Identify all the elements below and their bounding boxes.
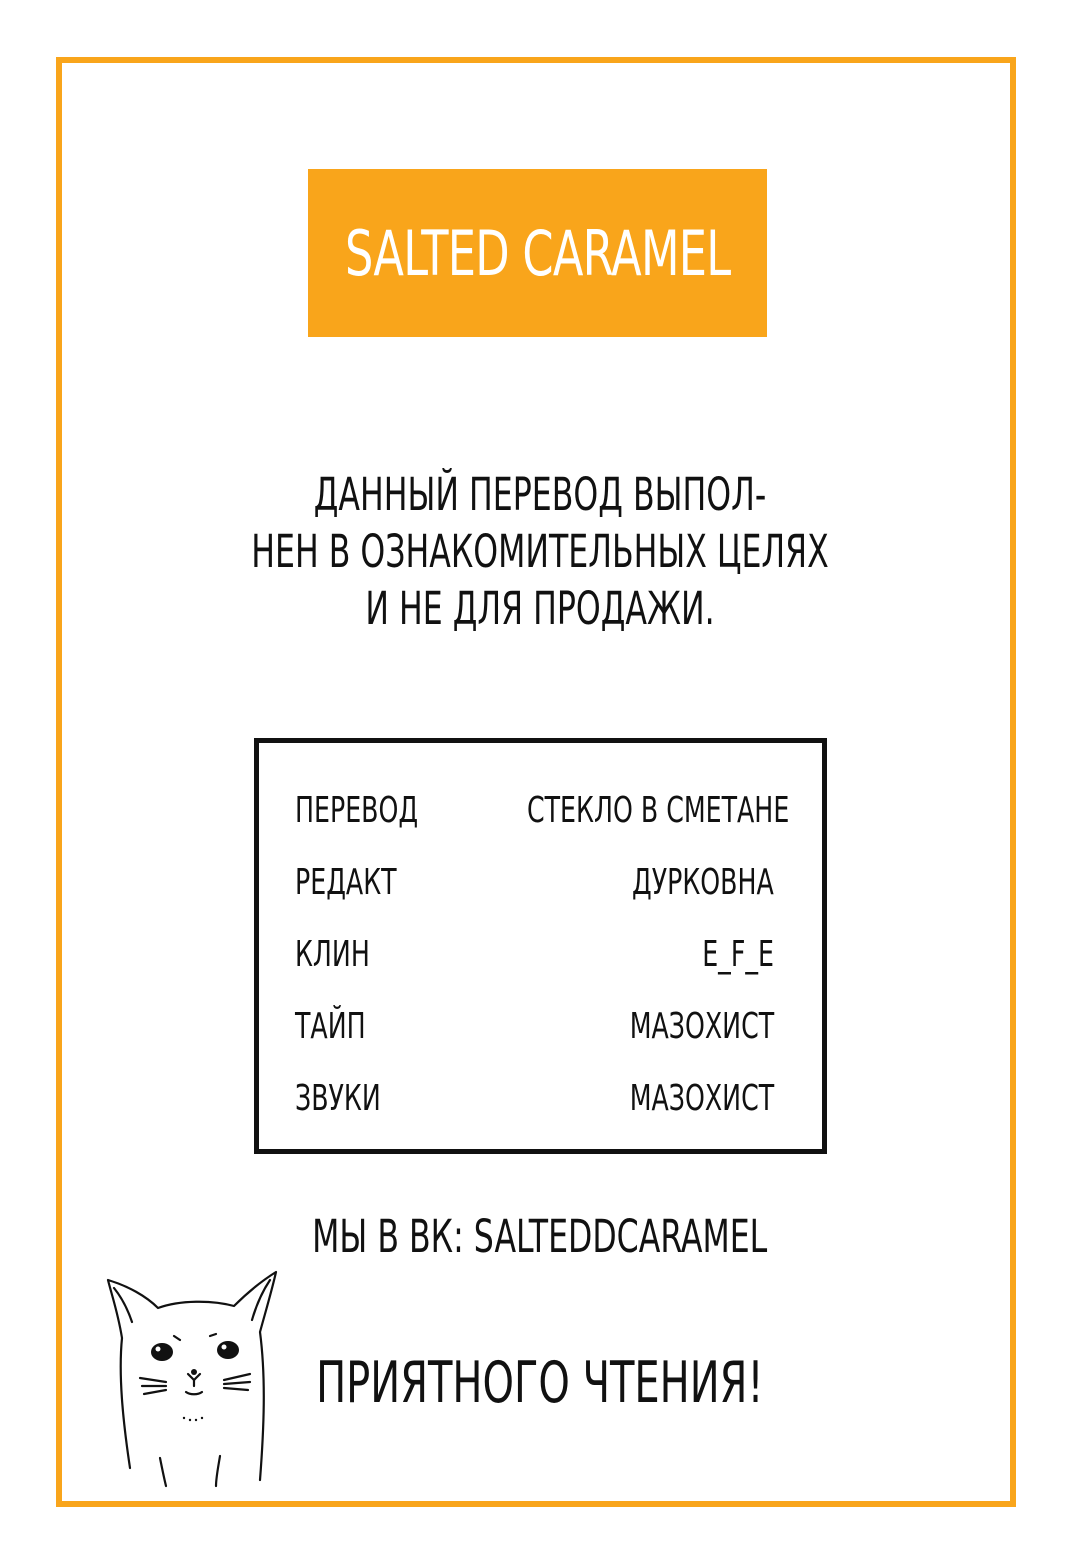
credit-role: ТАЙП [295,1005,366,1047]
credit-name: ДУРКОВНА [632,861,774,903]
social-vk-label: МЫ В ВК: SALTEDDCARAMEL [312,1210,768,1263]
credit-row-sounds [295,1074,774,1122]
credit-name: МАЗОХИСТ [629,1005,774,1047]
credit-name: МАЗОХИСТ [629,1077,774,1119]
credit-role: КЛИН [295,933,370,975]
disclaimer-text [160,466,920,637]
credit-name: E_F_E [702,933,774,975]
credit-row-editing [295,858,774,906]
title-banner [308,169,767,337]
credit-role: ЗВУКИ [295,1077,381,1119]
credit-row-typesetting [295,1002,774,1050]
disclaimer-line: НЕН В ОЗНАКОМИТЕЛЬНЫХ ЦЕЛЯХ [251,525,829,578]
credit-row-cleaning [295,930,774,978]
credit-name: СТЕКЛО В СМЕТАНЕ [526,789,790,831]
social-vk-text [200,1210,880,1263]
greeting-text [230,1350,850,1416]
greeting-label: ПРИЯТНОГО ЧТЕНИЯ! [316,1350,764,1416]
credits-box [254,738,827,1154]
disclaimer-line: ДАННЫЙ ПЕРЕВОД ВЫПОЛ- [313,468,767,521]
disclaimer-line: И НЕ ДЛЯ ПРОДАЖИ. [365,582,715,635]
banner-title: SALTED CARAMEL [344,216,731,290]
credit-role: РЕДАКТ [295,861,397,903]
credit-role: ПЕРЕВОД [295,789,419,831]
credit-row-translation [295,786,790,834]
